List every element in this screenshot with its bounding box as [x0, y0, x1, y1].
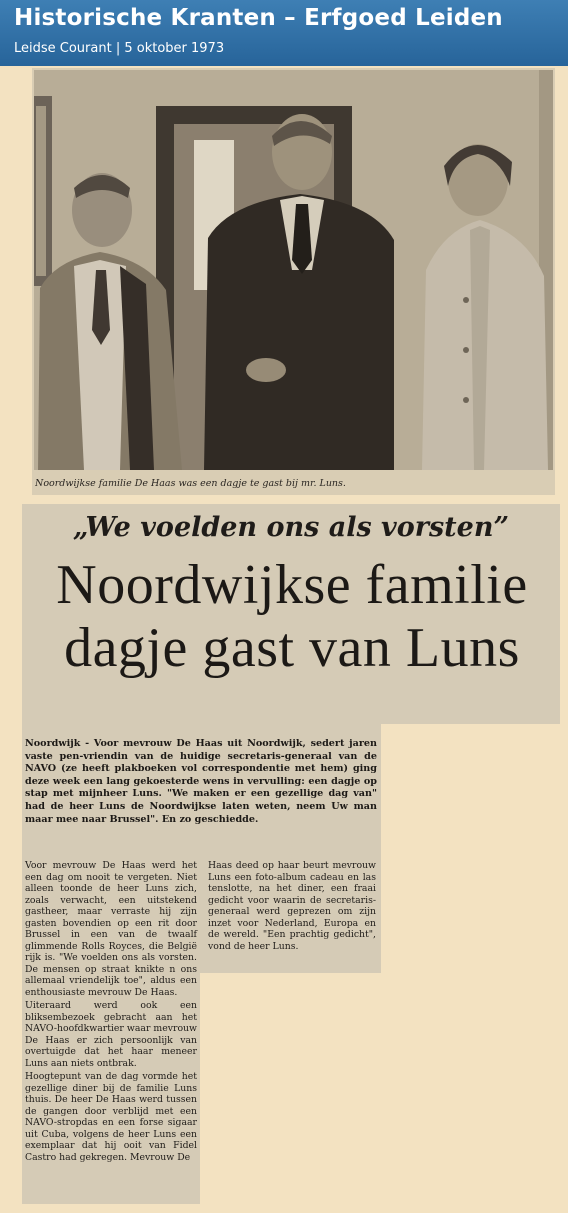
photo-illustration [34, 70, 553, 470]
headline-clipping [22, 504, 560, 724]
column-1-paragraph-2: Uiteraard werd ook een bliksembezoek gebracht aan het NAVO-hoofdkwartier waar mevrouw De Haas er zich persoonlijk van overtuigde dat het haar meneer Luns aan niets ontbrak. [25, 1000, 197, 1069]
column-1-paragraph-1: Voor mevrouw De Haas werd het een dag om nooit te vergeten. Niet alleen toonde de heer Luns zich, zoals verwacht, een uitstekend gastheer, maar verraste hij zijn gasten bovendien op een rit door Brussel in een van de twaalf glimmende Rolls Royces, die België rijk is. "We voelden ons als vorsten. De mensen op straat knikte n ons allemaal vriendelijk toe", aldus een enthousiaste mevrouw De Haas. [25, 860, 197, 998]
article-lead: Noordwijk - Voor mevrouw De Haas uit Noordwijk, sedert jaren vaste pen-vriendin van de huidige secretaris-generaal van de NAVO (ze heeft plakboeken vol correspondentie met hem) ging deze week een lang gekoesterde wens in vervulling: een dagje op stap met mijnheer Luns. "We maken er een gezellige dag van" had de heer Luns de Noordwijkse laten weten, neem Uw man maar mee naar Brussel". En zo geschiedde. [25, 738, 377, 825]
site-header [0, 0, 568, 66]
column-1-paragraph-3: Hoogtepunt van de dag vormde het gezellige diner bij de familie Luns thuis. De heer De Haas werd tussen de gangen door verblijd met een NAVO-stropdas en een forse sigaar uit Cuba, volgens de heer Luns een exemplaar dat hij ooit van Fidel Castro had gekregen. Mevrouw De [25, 1071, 197, 1163]
newspaper-date: Leidse Courant | 5 oktober 1973 [14, 41, 225, 56]
site-title[interactable]: Historische Kranten – Erfgoed Leiden [14, 5, 503, 31]
article-kicker: „We voelden ons als vorsten” [72, 512, 509, 543]
headline-line-2: dagje gast van Luns [64, 617, 520, 679]
photo-caption: Noordwijkse familie De Haas was een dagje te gast bij mr. Luns. [35, 478, 346, 489]
article-column-2 [200, 852, 381, 973]
article-headline [24, 554, 560, 680]
headline-line-1: Noordwijkse familie [56, 554, 528, 616]
photo-clipping [32, 68, 555, 495]
article-column-1 [22, 852, 200, 1204]
lead-clipping [22, 724, 381, 852]
column-2-paragraph-1: Haas deed op haar beurt mevrouw Luns een foto-album cadeau en las tenslotte, na het diner, een fraai gedicht voor waarin de secretaris-generaal werd geprezen om zijn inzet voor Nederland, Europa en de wereld. "Een prachtig gedicht", vond de heer Luns. [208, 860, 376, 952]
newspaper-photo [34, 70, 553, 470]
